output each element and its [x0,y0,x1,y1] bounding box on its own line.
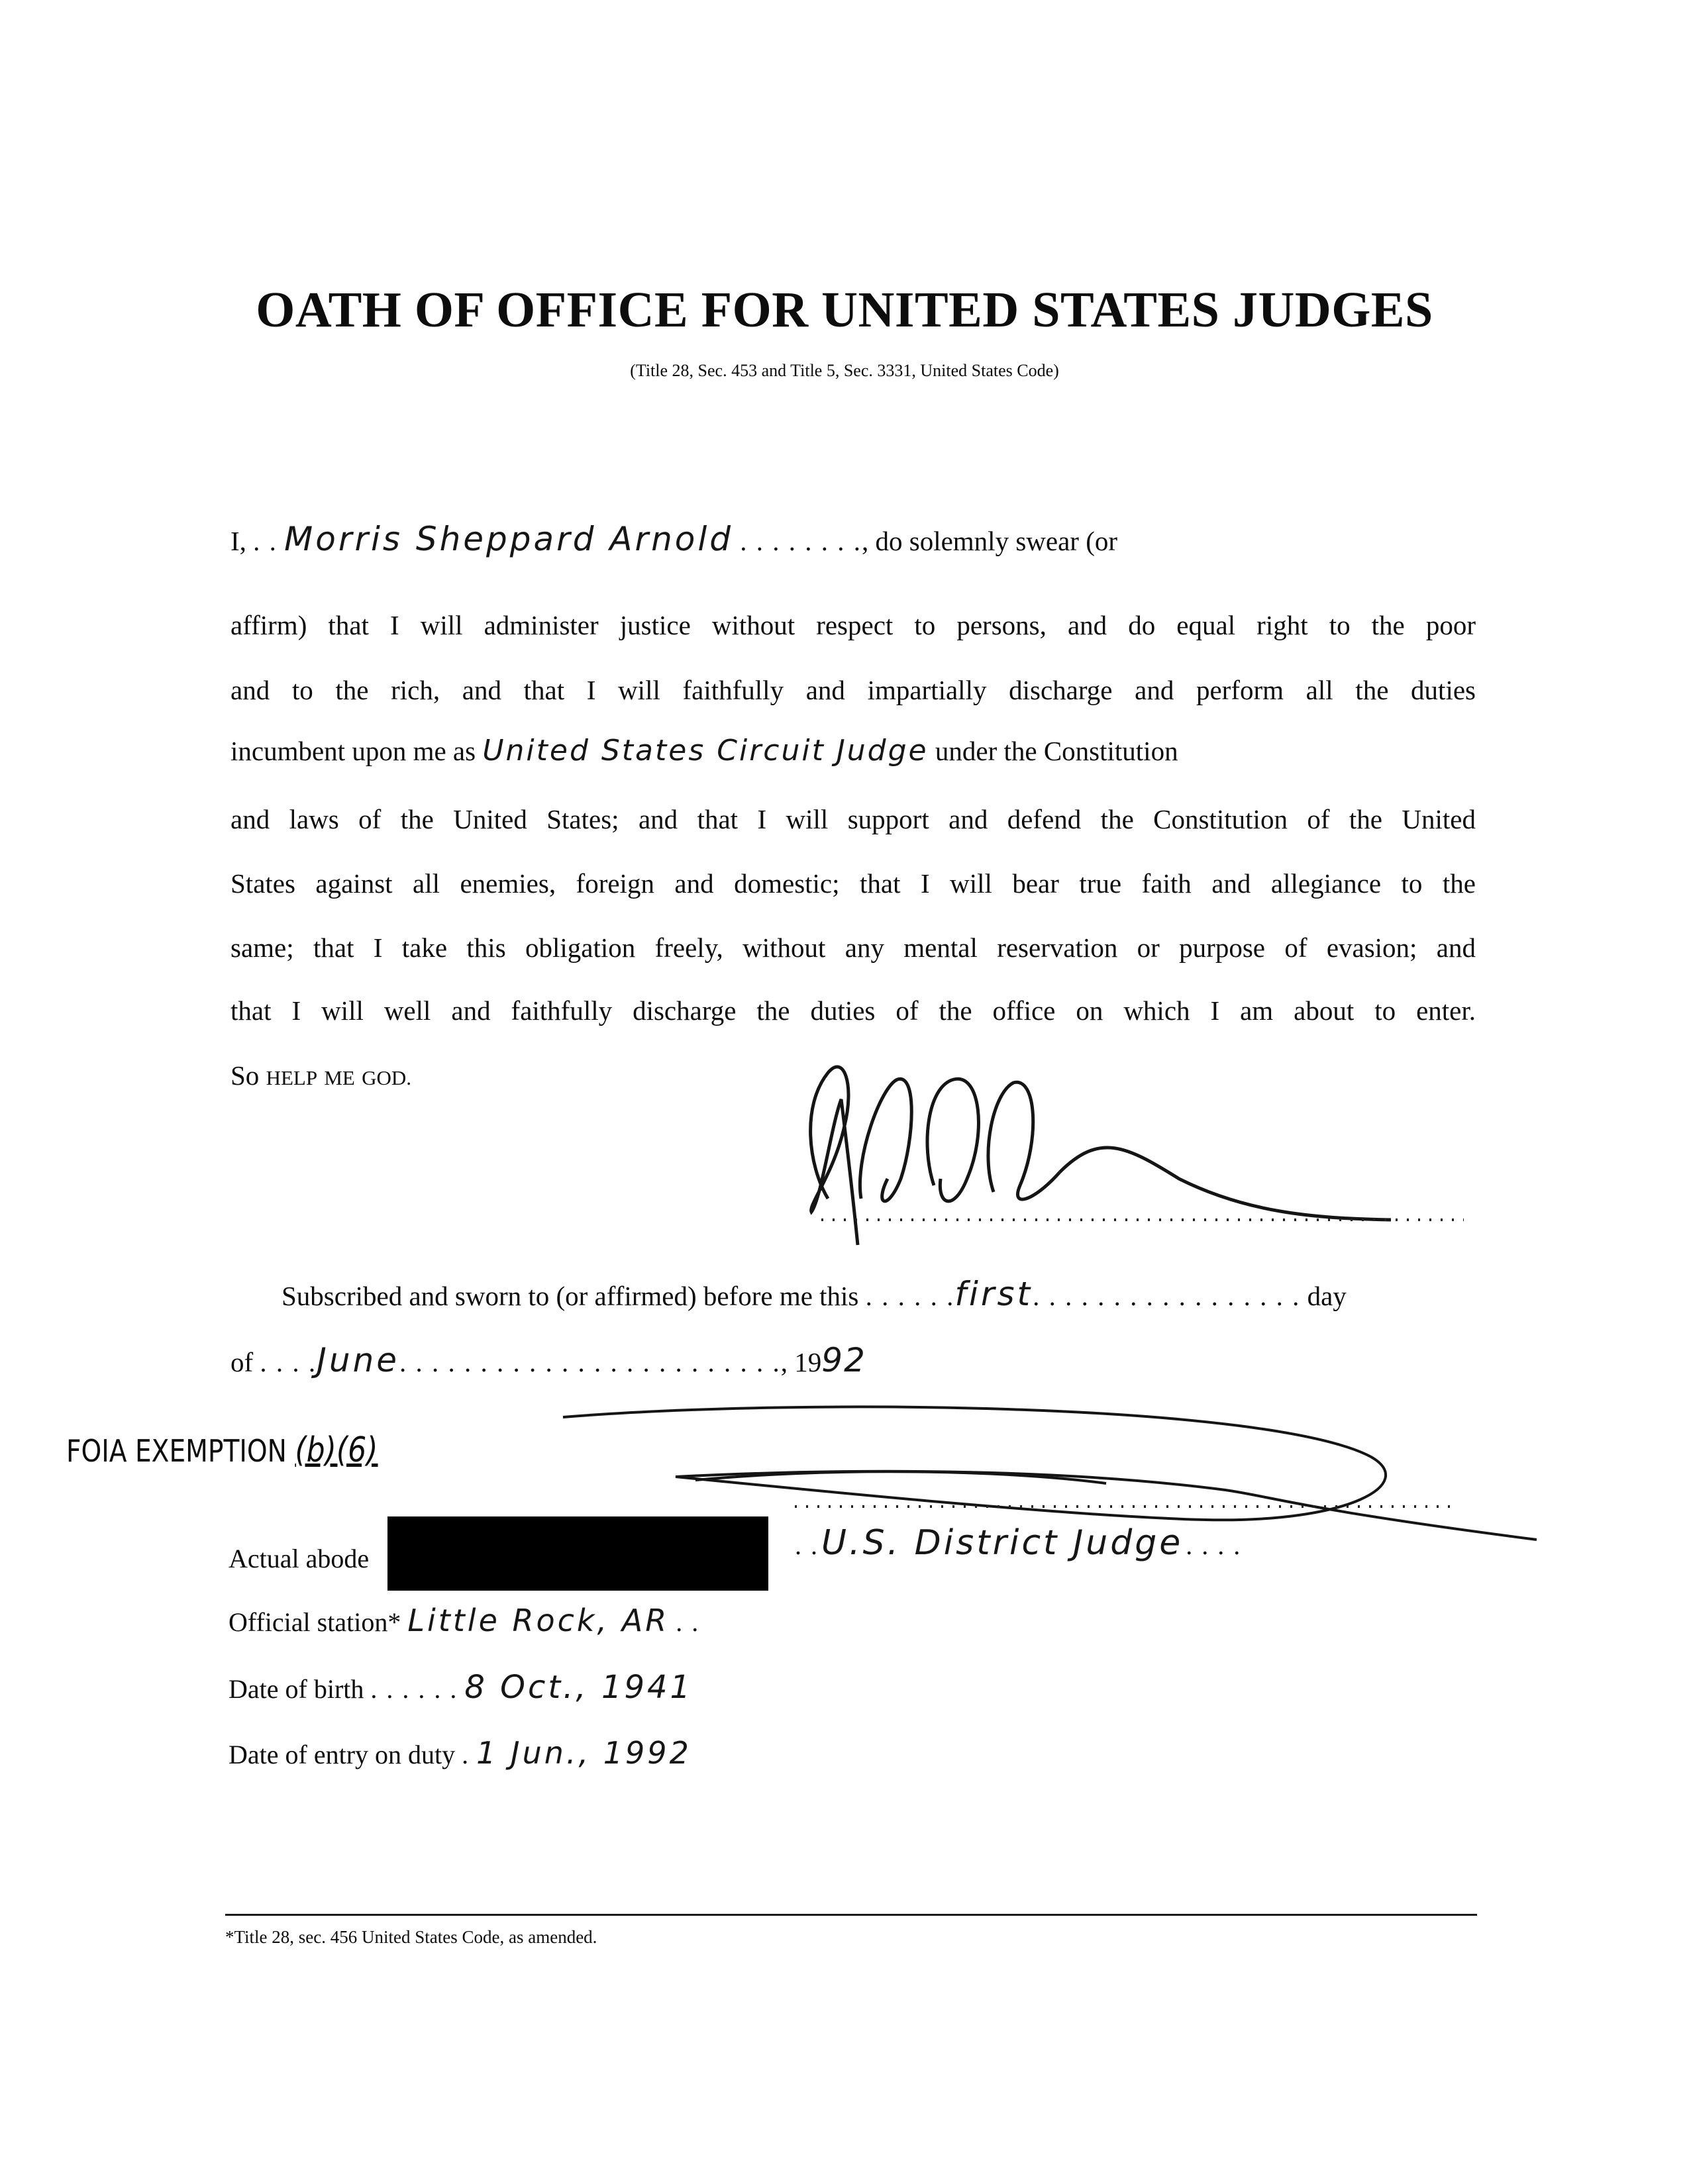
date-of-entry-row: Date of entry on duty . 1 Jun., 1992 [229,1735,691,1771]
date-of-birth-row: Date of birth . . . . . . 8 Oct., 1941 [229,1669,693,1706]
oath-line-7: same; that I take this obligation freely, without any mental reservation or purpose of evasion; and [230,932,1476,963]
sworn-line-2: of . . . .June. . . . . . . . . . . . . . . . . . . . . . . ., 1992 [230,1341,866,1379]
footnote-rule [225,1914,1477,1916]
oath-line-4-suffix: under the Constitution [935,736,1178,766]
foia-code: (b)(6) [295,1430,378,1470]
sworn-line-1-prefix: Subscribed and sworn to (or affirmed) before me this [282,1281,859,1311]
date-of-entry-value: 1 Jun., 1992 [476,1735,691,1771]
judge-name-handwritten: Morris Sheppard Arnold [284,520,733,558]
so-help-me-god: So HELP ME GOD. [230,1060,411,1091]
official-station-label: Official station* [229,1607,401,1637]
month-handwritten: June [317,1341,400,1379]
oath-line-5: and laws of the United States; and that I will support and defend the Constitution of the United [230,804,1476,834]
oath-line-4 [230,735,1178,767]
oath-line-1-suffix: , do solemnly swear (or [862,526,1117,556]
oath-line-8: that I will well and faithfully discharge the duties of the office on which I am about to enter. [230,995,1476,1026]
date-of-entry-label: Date of entry on duty [229,1740,456,1769]
date-of-birth-label: Date of birth [229,1674,364,1704]
officer-title-line: . . U.S. District Judge . . . . [795,1523,1242,1563]
oath-line-4-prefix: incumbent upon me as [230,736,476,766]
sworn-line-2-prefix: of [230,1347,254,1377]
oath-line-1-prefix: I, [230,526,246,556]
document-title: OATH OF OFFICE FOR UNITED STATES JUDGES [256,282,1433,338]
sworn-line-1-suffix: day [1307,1281,1347,1311]
judge-signature [782,1046,1484,1258]
oath-line-2: affirm) that I will administer justice without respect to persons, and do equal right to the poor [230,610,1476,640]
date-of-birth-value: 8 Oct., 1941 [464,1669,693,1706]
day-handwritten: first [954,1275,1033,1313]
year-prefix: , 19 [780,1347,822,1377]
year-handwritten: 92 [821,1341,866,1379]
oath-line-1: I, . . Morris Sheppard Arnold . . . . . . . ., do solemnly swear (or [230,520,1117,558]
actual-abode-label: Actual abode [229,1544,370,1573]
foia-label: FOIA EXEMPTION [66,1433,287,1469]
foia-exemption-stamp [66,1430,378,1470]
officer-title-handwritten: U.S. District Judge [821,1523,1184,1563]
document-subtitle: (Title 28, Sec. 453 and Title 5, Sec. 3331, United States Code) [630,361,1059,380]
oath-line-6: States against all enemies, foreign and domestic; that I will bear true faith and allegiance to the [230,868,1476,899]
sworn-line-1: Subscribed and sworn to (or affirmed) before me this . . . . . .first. . . . . . . . . . . . . . . . . day [282,1275,1347,1313]
oath-line-3: and to the rich, and that I will faithfully and impartially discharge and perform all the duties [230,675,1476,705]
official-station-row: Official station* Little Rock, AR . . [229,1603,700,1638]
official-station-value: Little Rock, AR [407,1603,670,1638]
redaction-block [387,1516,768,1591]
footnote: *Title 28, sec. 456 United States Code, as amended. [225,1927,597,1947]
position-handwritten: United States Circuit Judge [482,734,929,768]
